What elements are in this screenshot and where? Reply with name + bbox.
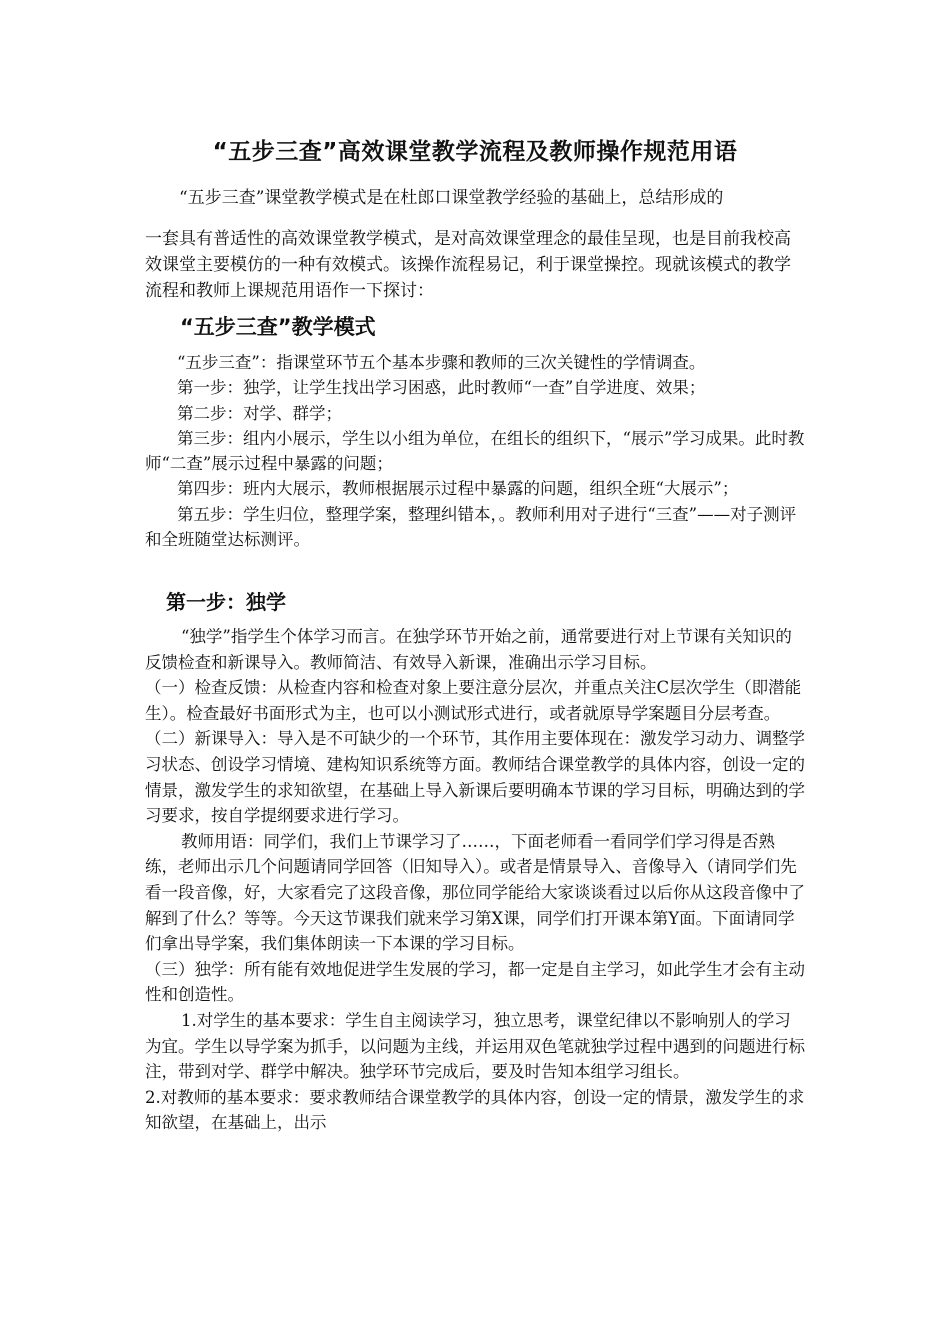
step1-teacher-language: 教师用语：同学们，我们上节课学习了……，下面老师看一看同学们学习得是否熟练，老师出示几个问题请同学回答（旧知导入）。或者是情景导入、音像导入（请同学们先看一段音像，好，大家看完了这段音像，那位同学能给大家谈谈看过以后你从这段音像中了解到了什么？等等。今天这节课我们就来学习第X课，同学们打开课本第Y面。下面请同学们拿出导学案，我们集体朗读一下本课的学习目标。 [145,831,805,954]
step1-check-feedback: （一）检查反馈：从检查内容和检查对象上要注意分层次，并重点关注C层次学生（即潜能生）。检查最好书面形式为主，也可以小测试形式进行，或者就原导学案题目分层考查。 [145,678,802,723]
step1-intro: “独学”指学生个体学习而言。在独学环节开始之前，通常要进行对上节课有关知识的反馈检查和新课导入。教师简洁、有效导入新课，准确出示学习目标。 [145,627,792,672]
intro-paragraph-first-line: “五步三查”课堂教学模式是在杜郎口课堂教学经验的基础上，总结形成的 [179,188,724,208]
step1-teacher-requirements: 2.对教师的基本要求：要求教师结合课堂教学的具体内容，创设一定的情景，激发学生的求知欲望，在基础上，出示 [145,1087,805,1133]
model-step-4: 第四步：班内大展示，教师根据展示过程中暴露的问题，组织全班“大展示”； [177,479,739,499]
model-step-1: 第一步：独学，让学生找出学习困惑，此时教师“一查”自学进度、效果； [177,378,706,398]
model-definition: “五步三查”：指课堂环节五个基本步骤和教师的三次关键性的学情调查。 [177,353,706,372]
document-title: “五步三查”高效课堂教学流程及教师操作规范用语 [212,139,738,165]
model-step-3: 第三步：组内小展示，学生以小组为单位，在组长的组织下，“展示”学习成果。此时教师“二查”展示过程中暴露的问题； [145,428,805,474]
section-body-model [145,350,805,552]
section-heading-step1: 第一步：独学 [166,590,286,614]
section-body-step1 [145,624,805,1136]
intro-paragraph-continuation: 一套具有普适性的高效课堂教学模式，是对高效课堂理念的最佳呈现，也是目前我校高效课堂主要模仿的一种有效模式。该操作流程易记，利于课堂操控。现就该模式的教学流程和教师上课规范用语作一下探讨： [145,229,791,301]
step1-new-lesson-intro: （二）新课导入：导入是不可缺少的一个环节，其作用主要体现在：激发学习动力、调整学习状态、创设学习情境、建构知识系统等方面。教师结合课堂教学的具体内容，创设一定的情景，激发学生的求知欲望，在基础上导入新课后要明确本节课的学习目标，明确达到的学习要求，按自学提纲要求进行学习。 [145,729,805,826]
model-step-2: 第二步：对学、群学； [177,403,342,423]
step1-independent-study: （三）独学：所有能有效地促进学生发展的学习，都一定是自主学习，如此学生才会有主动性和创造性。 [145,959,805,1005]
model-step-5: 第五步：学生归位，整理学案，整理纠错本，。教师利用对子进行“三查”——对子测评和全班随堂达标测评。 [145,504,797,550]
step1-student-requirements: 1.对学生的基本要求：学生自主阅读学习，独立思考，课堂纪律以不影响别人的学习为宜。学生以导学案为抓手，以问题为主线，并运用双色笔就独学过程中遇到的问题进行标注，带到对学、群学中解决。独学环节完成后，要及时告知本组学习组长。 [145,1010,805,1082]
section-heading-model: “五步三查”教学模式 [180,315,376,339]
